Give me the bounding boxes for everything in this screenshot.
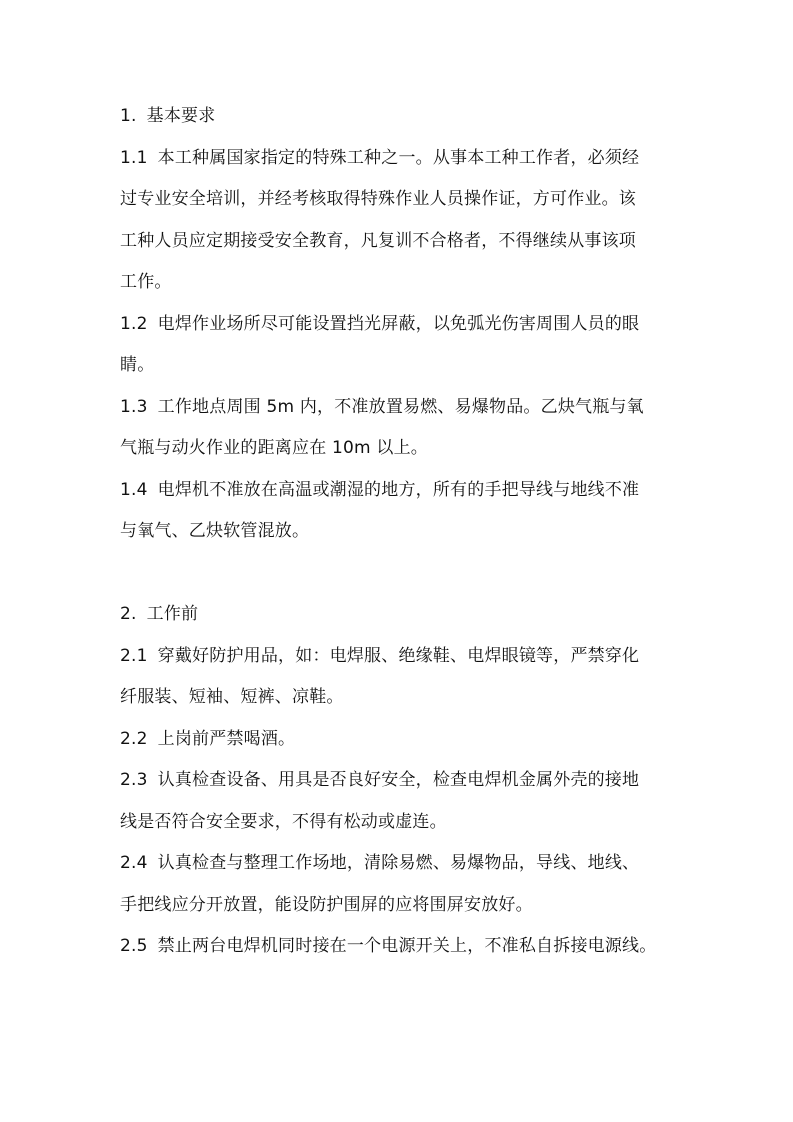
section-heading	[120, 96, 690, 138]
section-number: 1.	[120, 106, 137, 126]
item-text: 电焊作业场所尽可能设置挡光屏蔽，以免弧光伤害周围人员的眼	[157, 313, 640, 334]
item-number: 2.1	[120, 645, 148, 666]
item-text: 穿戴好防护用品，如：电焊服、绝缘鞋、电焊眼镜等，严禁穿化	[157, 645, 640, 666]
paragraph-line: 工作。	[120, 272, 172, 292]
section-number: 2.	[120, 604, 137, 624]
item-number: 1.2	[120, 313, 148, 334]
item-text: 工作地点周围 5m 内，不准放置易燃、易爆物品。乙炔气瓶与氧	[157, 396, 644, 417]
paragraph-line: 工种人员应定期接受安全教育，凡复训不合格者，不得继续从事该项	[120, 230, 636, 251]
item-number: 2.5	[120, 936, 148, 956]
item-text: 上岗前严禁喝酒。	[157, 728, 296, 749]
item-number: 1.4	[120, 479, 148, 500]
item-text: 认真检查设备、用具是否良好安全，检查电焊机金属外壳的接地	[157, 770, 640, 790]
paragraph-line	[120, 760, 690, 802]
paragraph-line: 纤服装、短袖、短裤、凉鞋。	[120, 687, 344, 707]
item-number: 2.3	[120, 770, 148, 790]
paragraph-line	[120, 719, 690, 761]
item-number: 2.4	[120, 853, 148, 873]
item-text: 认真检查与整理工作场地，清除易燃、易爆物品，导线、地线、	[157, 853, 640, 873]
item-text: 电焊机不准放在高温或潮湿的地方，所有的手把导线与地线不准	[157, 479, 640, 500]
section-title: 基本要求	[146, 106, 216, 126]
paragraph-line	[120, 387, 690, 429]
paragraph-line: 与氧气、乙炔软管混放。	[120, 521, 310, 541]
paragraph-line	[120, 926, 690, 968]
paragraph-line: 睛。	[120, 355, 155, 375]
paragraph-line	[120, 636, 690, 678]
paragraph-line: 手把线应分开放置，能设防护围屏的应将围屏安放好。	[120, 894, 533, 915]
item-text: 本工种属国家指定的特殊工种之一。从事本工种工作者，必须经	[157, 147, 640, 168]
paragraph-line	[120, 470, 690, 512]
paragraph-line	[120, 138, 690, 180]
item-number: 2.2	[120, 728, 148, 749]
paragraph-line	[120, 304, 690, 346]
section-spacer	[120, 553, 690, 595]
paragraph-line: 线是否符合安全要求，不得有松动或虚连。	[120, 811, 447, 832]
item-text: 禁止两台电焊机同时接在一个电源开关上，不准私自拆接电源线。	[157, 936, 657, 956]
paragraph-line: 过专业安全培训，并经考核取得特殊作业人员操作证，方可作业。该	[120, 189, 636, 209]
section-title: 工作前	[146, 604, 199, 624]
paragraph-line	[120, 843, 690, 885]
document-page	[120, 96, 690, 968]
section-heading	[120, 594, 690, 636]
item-number: 1.3	[120, 396, 148, 417]
item-number: 1.1	[120, 147, 148, 168]
paragraph-line: 气瓶与动火作业的距离应在 10m 以上。	[120, 438, 428, 458]
